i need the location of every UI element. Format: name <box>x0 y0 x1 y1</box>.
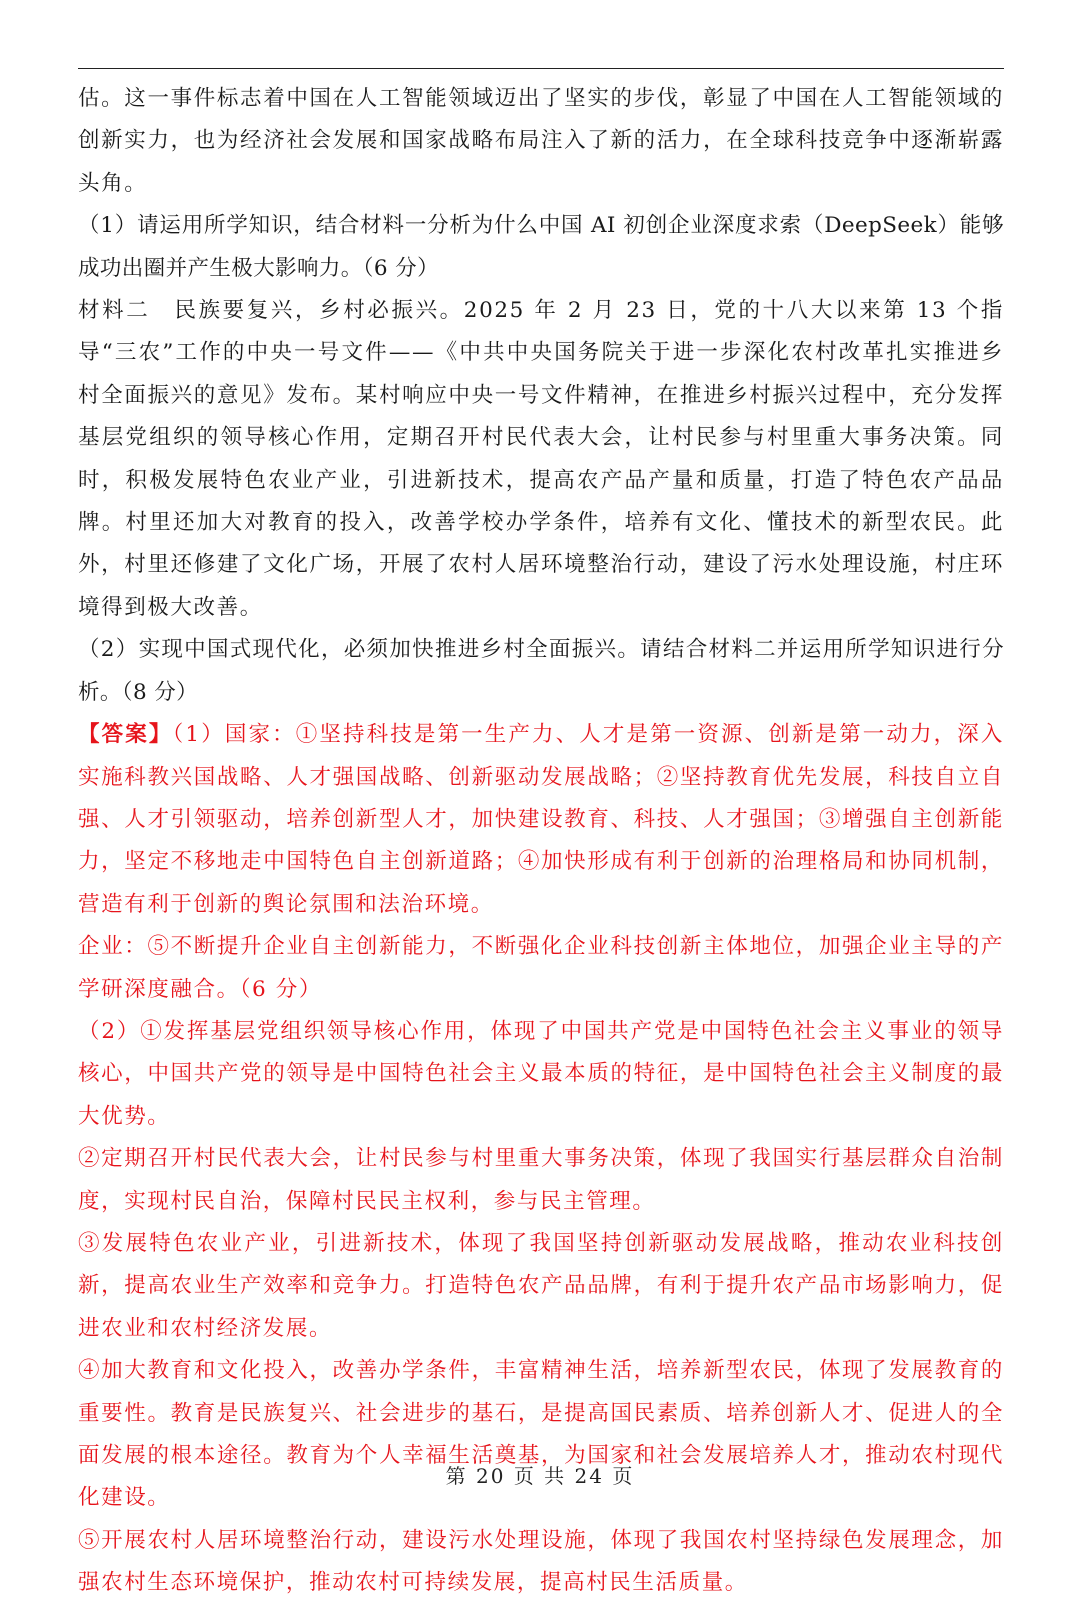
material-two: 材料二 民族要复兴，乡村必振兴。2025 年 2 月 23 日，党的十八大以来第 13 个指导“三农”工作的中央一号文件——《中共中央国务院关于进一步深化农村改革扎实推进乡村全面振兴的意见》发布。某村响应中央一号文件精神，在推进乡村振兴过程中，充分发挥基层党组织的领导核心作用，定期召开村民代表大会，让村民参与村里重大事务决策。同时，积极发展特色农业产业，引进新技术，提高农产品产量和质量，打造了特色农产品品牌。村里还加大对教育的投入，改善学校办学条件，培养有文化、懂技术的新型农民。此外，村里还修建了文化广场，开展了农村人居环境整治行动，建设了污水处理设施，村庄环境得到极大改善。 <box>78 298 1004 620</box>
answer-2-point-5: ⑤开展农村人居环境整治行动，建设污水处理设施，体现了我国农村坚持绿色发展理念，加强农村生态环境保护，推动农村可持续发展，提高村民生活质量。 <box>78 1527 1004 1596</box>
answer-1-state <box>78 714 1004 926</box>
answer-2-point-2: ②定期召开村民代表大会，让村民参与村里重大事务决策，体现了我国实行基层群众自治制度，实现村民自治，保障村民民主权利，参与民主管理。 <box>78 1146 1004 1214</box>
answer-1-enterprise: 企业：⑤不断提升企业自主创新能力，不断强化企业科技创新主体地位，加强企业主导的产学研深度融合。（6 分） <box>78 934 1004 1002</box>
header-rule <box>78 68 1004 69</box>
page-footer: 第 20 页 共 24 页 <box>445 1464 635 1488</box>
material-one-end: 估。这一事件标志着中国在人工智能领域迈出了坚实的步伐，彰显了中国在人工智能领域的创新实力，也为经济社会发展和国家战略布局注入了新的活力，在全球科技竞争中逐渐崭露头角。 <box>78 86 1004 196</box>
answer-2-point-3: ③发展特色农业产业，引进新技术，体现了我国坚持创新驱动发展战略，推动农业科技创新，提高农业生产效率和竞争力。打造特色农产品品牌，有利于提升农产品市场影响力，促进农业和农村经济发展。 <box>78 1230 1004 1341</box>
question-2: （2）实现中国式现代化，必须加快推进乡村全面振兴。请结合材料二并运用所学知识进行分析。（8 分） <box>78 637 1004 705</box>
answer-2-point-4: ④加大教育和文化投入，改善办学条件，丰富精神生活，培养新型农民，体现了发展教育的重要性。教育是民族复兴、社会进步的基石，是提高国民素质、培养创新人才、促进人的全面发展的根本途径。教育为个人幸福生活奠基，为国家和社会发展培养人才，推动农村现代化建设。 <box>78 1358 1004 1511</box>
page-content <box>78 78 1004 1605</box>
question-1: （1）请运用所学知识，结合材料一分析为什么中国 AI 初创企业深度求索（DeepSeek）能够成功出圈并产生极大影响力。（6 分） <box>78 213 1004 281</box>
answer-2-point-1: （2）①发挥基层党组织领导核心作用，体现了中国共产党是中国特色社会主义事业的领导核心，中国共产党的领导是中国特色社会主义最本质的特征，是中国特色社会主义制度的最大优势。 <box>78 1018 1004 1129</box>
answer-1-state-text: （1）国家：①坚持科技是第一生产力、人才是第一资源、创新是第一动力，深入实施科教兴国战略、人才强国战略、创新驱动发展战略；②坚持教育优先发展，科技自立自强、人才引领驱动，培养创新型人才，加快建设教育、科技、人才强国；③增强自主创新能力，坚定不移地走中国特色自主创新道路；④加快形成有利于创新的治理格局和协同机制，营造有利于创新的舆论氛围和法治环境。 <box>78 722 1004 917</box>
answer-label: 【答案】 <box>78 722 173 748</box>
